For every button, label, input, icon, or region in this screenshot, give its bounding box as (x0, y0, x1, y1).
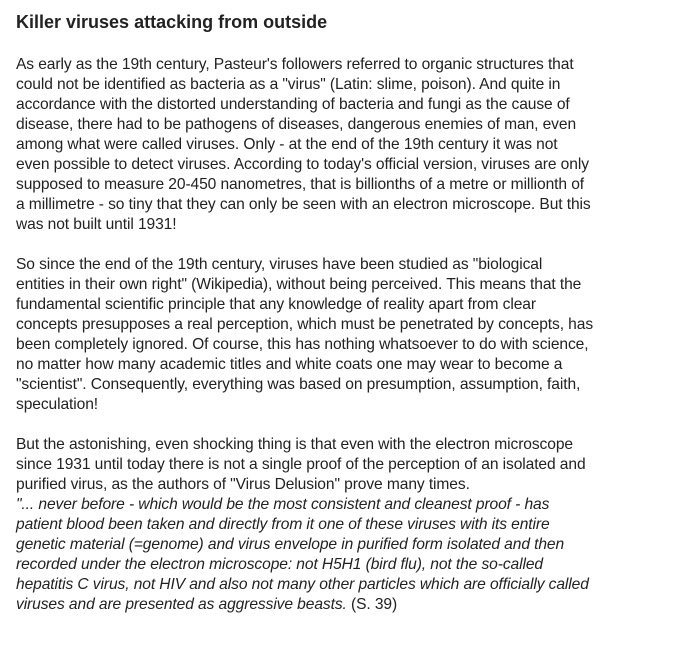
paragraph-1-line: could not be identified as bacteria as a "virus" (Latin: slime, poison). And quite in (16, 76, 561, 93)
paragraph-3 (16, 435, 661, 615)
paragraph-2-line: speculation! (16, 396, 99, 413)
paragraph-3-line: since 1931 until today there is not a single proof of the perception of an isolated and (16, 456, 586, 473)
paragraph-2-line: fundamental scientific principle that any knowledge of reality apart from clear (16, 296, 536, 313)
paragraph-1-line: a millimetre - so tiny that they can only be seen with an electron microscope. But this (16, 196, 591, 213)
paragraph-1-line: accordance with the distorted understanding of bacteria and fungi as the cause of (16, 96, 570, 113)
citation: (S. 39) (346, 596, 398, 613)
quote-line: viruses and are presented as aggressive beasts. (16, 596, 347, 613)
paragraph-1-line: was not built until 1931! (16, 216, 177, 233)
paragraph-1-line: even possible to detect viruses. According to today's official version, viruses are only (16, 156, 589, 173)
quote-line: "... never before - which would be the most consistent and cleanest proof - has (16, 496, 550, 513)
paragraph-2-line: no matter how many academic titles and white coats one may wear to become a (16, 356, 563, 373)
quote-line: recorded under the electron microscope: not H5H1 (bird flu), not the so-called (16, 556, 543, 573)
article-title: Killer viruses attacking from outside (16, 12, 328, 32)
paragraph-2 (16, 255, 661, 415)
quote-line: patient blood been taken and directly from it one of these viruses with its entire (16, 516, 550, 533)
paragraph-1 (16, 55, 661, 235)
quote-line: hepatitis C virus, not HIV and also not many other particles which are officially called (16, 576, 589, 593)
paragraph-1-line: disease, there had to be pathogens of diseases, dangerous enemies of man, even (16, 116, 577, 133)
paragraph-3-line: But the astonishing, even shocking thing is that even with the electron microscope (16, 436, 573, 453)
paragraph-1-line: among what were called viruses. Only - at the end of the 19th century it was not (16, 136, 558, 153)
article (16, 10, 661, 615)
paragraph-2-line: concepts presupposes a real perception, which must be penetrated by concepts, has (16, 316, 594, 333)
paragraph-2-line: "scientist". Consequently, everything was based on presumption, assumption, faith, (16, 376, 581, 393)
paragraph-3-line: purified virus, as the authors of "Virus Delusion" prove many times. (16, 476, 470, 493)
paragraph-1-line: As early as the 19th century, Pasteur's followers referred to organic structures that (16, 56, 574, 73)
paragraph-2-line: been completely ignored. Of course, this has nothing whatsoever to do with science, (16, 336, 589, 353)
paragraph-1-line: supposed to measure 20-450 nanometres, that is billionths of a metre or millionth of (16, 176, 585, 193)
paragraph-2-line: entities in their own right" (Wikipedia), without being perceived. This means that the (16, 276, 582, 293)
paragraph-2-line: So since the end of the 19th century, viruses have been studied as "biological (16, 256, 543, 273)
quote-line: genetic material (=genome) and virus envelope in purified form isolated and then (16, 536, 565, 553)
